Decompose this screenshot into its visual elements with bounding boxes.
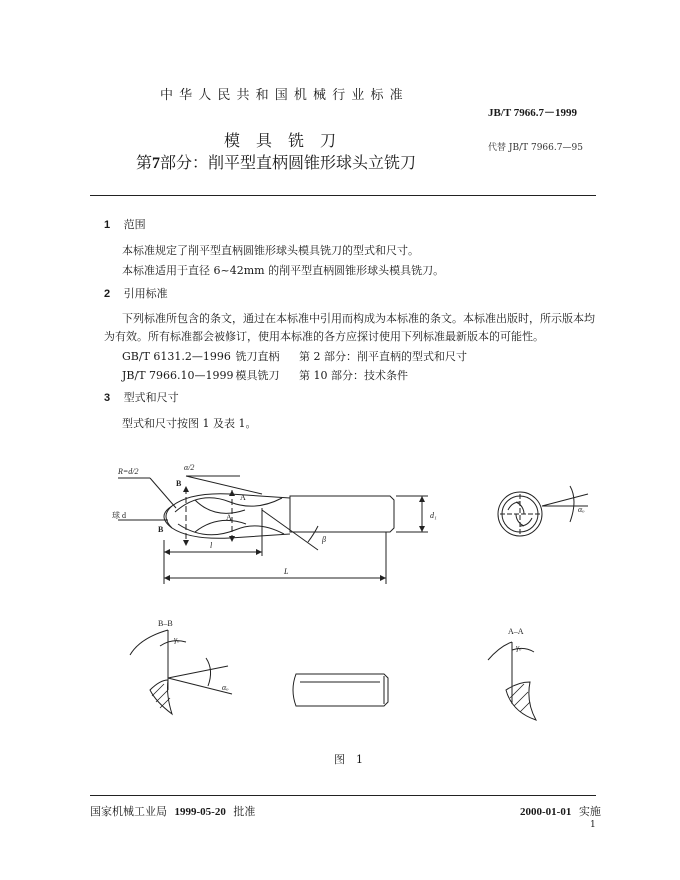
section-2-paragraph-line-2: 为有效。所有标准都会被修订，使用本标准的各方应探讨使用下列标准最新版本的可能性。 xyxy=(104,330,544,343)
document-subtitle xyxy=(136,150,416,173)
cutter-flute xyxy=(178,524,284,535)
reference-name: 模具铣刀 xyxy=(235,369,280,382)
implementation-date: 2000-01-01 xyxy=(520,806,572,818)
section-bb-profile xyxy=(130,630,168,655)
approval-date: 1999-05-20 xyxy=(174,806,226,818)
figure-caption: 图 1 xyxy=(334,753,363,766)
ball-nose xyxy=(164,506,172,528)
label-L: L xyxy=(284,567,289,576)
implementation-label: 实施 xyxy=(578,805,601,818)
cutter-flute xyxy=(195,520,246,532)
reference-part: 第 10 部分：技术条件 xyxy=(299,369,408,382)
label-section-a-bottom: A xyxy=(226,513,232,522)
label-section-b-bottom: B xyxy=(158,525,164,534)
label-beta: β xyxy=(322,535,326,544)
reference-name: 铣刀直柄 xyxy=(235,350,280,363)
cutter-flute xyxy=(175,498,282,512)
section-1-paragraph-2: 本标准适用于直径 6~42mm 的削平型直柄圆锥形球头模具铣刀。 xyxy=(122,264,445,277)
section-2-heading xyxy=(104,285,168,303)
label-alpha-bb: αₒ xyxy=(222,683,229,692)
reference-item xyxy=(122,367,408,385)
reference-item xyxy=(122,348,467,366)
reference-part: 第 2 部分：削平直柄的型式和尺寸 xyxy=(299,350,467,363)
section-3-paragraph: 型式和尺寸按图 1 及表 1。 xyxy=(122,417,257,430)
label-alpha-end: αₒ xyxy=(578,505,585,514)
label-gamma-bb: γₒ xyxy=(174,635,180,644)
section-aa-profile xyxy=(488,642,512,660)
label-radius: R=d/2 xyxy=(118,467,139,476)
label-half-angle: α/2 xyxy=(184,463,195,472)
reference-code: JB/T 7966.10—1999 xyxy=(122,369,234,382)
replaces-note: 代替 JB/T 7966.7—95 xyxy=(488,143,583,153)
label-ball-d: 球 d xyxy=(112,511,126,520)
section-number: 3 xyxy=(104,392,111,404)
issuer: 国家机械工业局 xyxy=(90,805,167,818)
section-title: 型式和尺寸 xyxy=(123,391,179,404)
reference-code: GB/T 6131.2—1996 xyxy=(122,350,231,363)
subtitle-prefix: 第 xyxy=(136,153,153,172)
cutter-flute xyxy=(195,500,245,513)
label-l: l xyxy=(210,541,213,550)
section-title: 范围 xyxy=(123,218,146,231)
section-1-paragraph-1: 本标准规定了削平型直柄圆锥形球头模具铣刀的型式和尺寸。 xyxy=(122,244,419,257)
header-rule xyxy=(90,195,596,196)
label-section-a-top: A xyxy=(240,493,246,502)
section-number: 2 xyxy=(104,288,111,300)
document-title: 模 具 铣 刀 xyxy=(224,131,337,150)
shank-flat-view xyxy=(293,674,388,706)
approval-line xyxy=(90,803,255,819)
section-1-heading xyxy=(104,216,146,234)
standard-number: JB/T 7966.7－1999 xyxy=(488,107,578,119)
section-3-heading xyxy=(104,389,179,407)
figure-1-drawing xyxy=(0,450,680,770)
cutter-shank xyxy=(290,496,394,532)
label-gamma-aa: γₒ xyxy=(516,643,522,652)
label-d1: d₁ xyxy=(430,511,437,520)
standard-organization: 中 华 人 民 共 和 国 机 械 行 业 标 准 xyxy=(160,88,404,103)
section-title: 引用标准 xyxy=(123,287,168,300)
footer-rule xyxy=(90,795,596,796)
section-number: 1 xyxy=(104,219,111,231)
label-section-aa: A–A xyxy=(508,627,524,636)
label-section-b-top: B xyxy=(176,479,182,488)
implementation-line xyxy=(520,803,601,819)
section-2-paragraph-line-1: 下列标准所包含的条文，通过在本标准中引用而构成为本标准的条文。本标准出版时，所示版本均 xyxy=(122,312,595,325)
label-section-bb: B–B xyxy=(158,619,173,628)
subtitle-rest: 部分：削平型直柄圆锥形球头立铣刀 xyxy=(160,153,417,172)
page-number: 1 xyxy=(590,820,596,830)
subtitle-part-number: 7 xyxy=(152,155,161,172)
approval-label: 批准 xyxy=(233,805,256,818)
